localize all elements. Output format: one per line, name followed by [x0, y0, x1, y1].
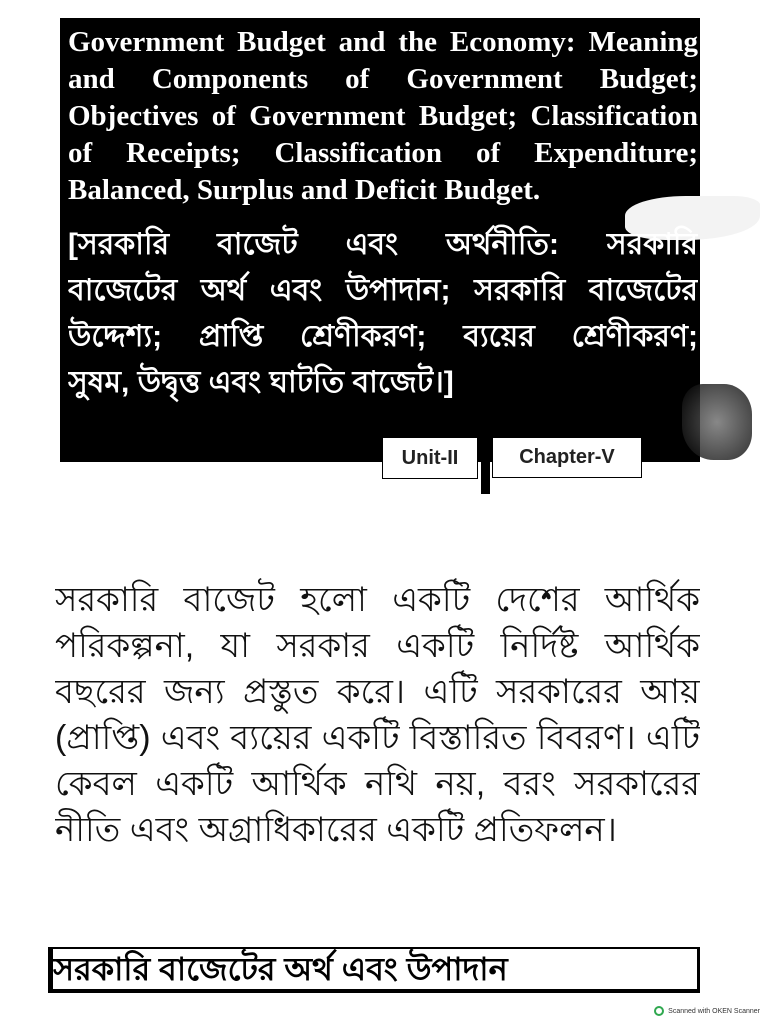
paragraph-line: কেবল একটি আর্থিক নথি নয়, বরং সরকারের	[55, 765, 700, 803]
scanner-watermark	[654, 1006, 760, 1016]
syllabus-bengali-line: বাজেটের অর্থ এবং উপাদান; সরকারি বাজেটের	[68, 274, 698, 307]
syllabus-english-line: and Components of Government Budget;	[68, 63, 698, 95]
chapter-label: Chapter-V	[492, 437, 642, 478]
syllabus-english-text	[68, 24, 698, 209]
paragraph-line: সরকারি বাজেট হলো একটি দেশের আর্থিক	[55, 581, 700, 619]
syllabus-bengali-text	[68, 222, 698, 406]
paragraph-line: (প্রাপ্তি) এবং ব্যয়ের একটি বিস্তারিত বিবরণ। এটি	[55, 719, 700, 757]
syllabus-english-line: Objectives of Government Budget; Classification	[68, 100, 698, 132]
scanner-watermark-text: Scanned with OKEN Scanner	[668, 1007, 760, 1015]
syllabus-english-line: of Receipts; Classification of Expenditure;	[68, 137, 698, 169]
label-divider	[481, 410, 490, 494]
syllabus-bengali-line: সুষম, উদ্বৃত্ত এবং ঘাটতি বাজেট।]	[68, 366, 454, 399]
paragraph-line: বছরের জন্য প্রস্তুত করে। এটি সরকারের আয়	[55, 673, 700, 711]
section-heading: সরকারি বাজেটের অর্থ এবং উপাদান	[48, 947, 700, 993]
syllabus-english-line: Government Budget and the Economy: Meaning	[68, 26, 698, 58]
unit-label: Unit-II	[382, 437, 478, 479]
paragraph-line: নীতি এবং অগ্রাধিকারের একটি প্রতিফলন।	[55, 811, 617, 849]
syllabus-english-line: Balanced, Surplus and Deficit Budget.	[68, 174, 541, 206]
syllabus-bengali-line: [সরকারি বাজেট এবং অর্থনীতি: সরকারি	[68, 228, 698, 261]
oken-scanner-logo-icon	[654, 1006, 664, 1016]
syllabus-bengali-line: উদ্দেশ্য; প্রাপ্তি শ্রেণীকরণ; ব্যয়ের শ্রেণীকরণ;	[68, 320, 698, 353]
paragraph-line: পরিকল্পনা, যা সরকার একটি নির্দিষ্ট আর্থিক	[55, 627, 700, 665]
intro-paragraph	[55, 577, 700, 853]
